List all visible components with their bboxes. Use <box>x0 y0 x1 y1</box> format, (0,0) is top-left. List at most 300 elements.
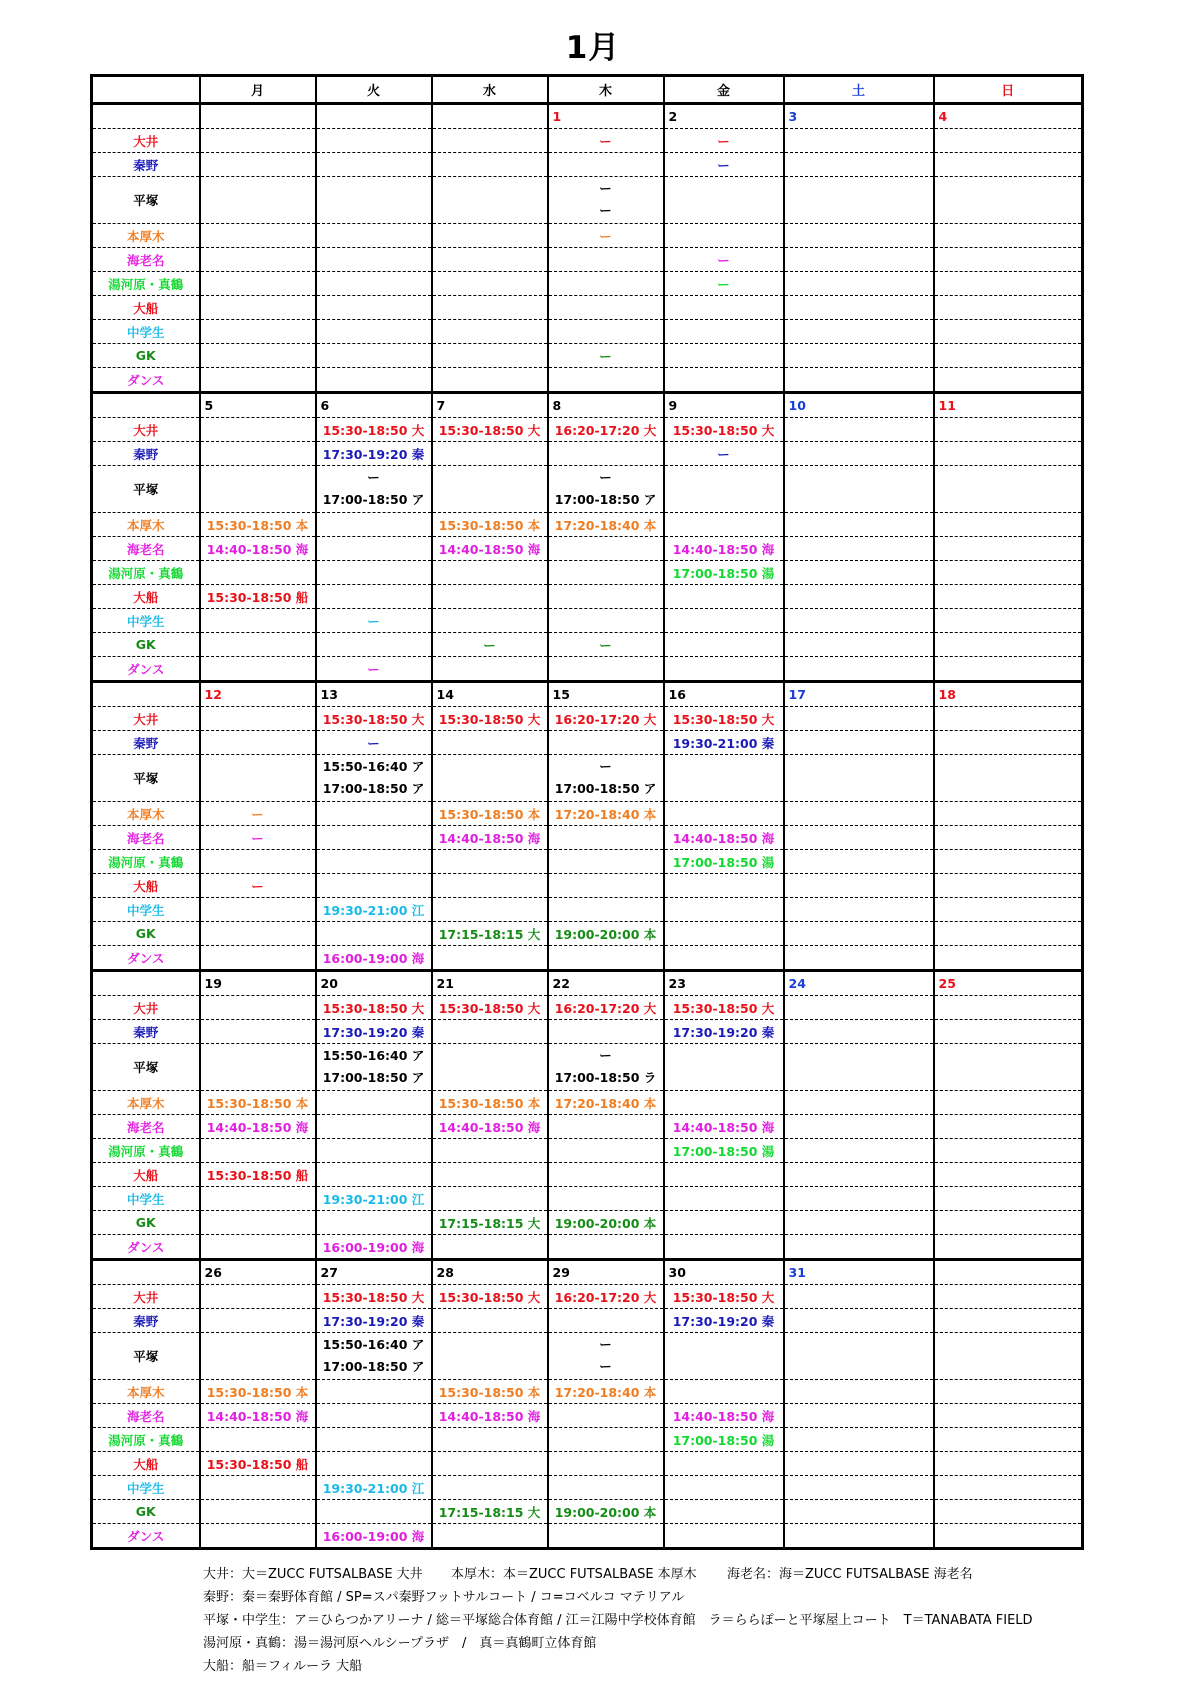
schedule-cell <box>784 224 934 248</box>
date-number: 11 <box>934 393 1083 418</box>
schedule-cell <box>664 874 784 898</box>
row-ofuna <box>92 874 1083 898</box>
schedule-cell <box>784 418 934 442</box>
schedule-cell <box>784 320 934 344</box>
schedule-cell <box>934 1020 1083 1044</box>
schedule-cell: 17:30-19:20 秦 <box>316 1020 432 1044</box>
schedule-cell <box>784 898 934 922</box>
row-label-ebina: 海老名 <box>92 826 200 850</box>
row-hadano <box>92 1020 1083 1044</box>
schedule-cell <box>784 537 934 561</box>
schedule-cell <box>200 368 316 393</box>
schedule-cell <box>934 1404 1083 1428</box>
row-label-chugakusei: 中学生 <box>92 1476 200 1500</box>
row-yugawara <box>92 850 1083 874</box>
schedule-cell <box>316 466 432 513</box>
row-yugawara <box>92 561 1083 585</box>
schedule-cell: 15:30-18:50 大 <box>432 996 548 1020</box>
schedule-cell: 14:40-18:50 海 <box>432 826 548 850</box>
schedule-cell <box>316 1404 432 1428</box>
row-label-oi: 大井 <box>92 129 200 153</box>
schedule-cell <box>432 850 548 874</box>
schedule-cell <box>934 1476 1083 1500</box>
schedule-cell <box>548 466 664 513</box>
schedule-cell <box>548 1115 664 1139</box>
schedule-cell <box>200 1187 316 1211</box>
date-number <box>934 1260 1083 1285</box>
date-number: 1 <box>548 104 664 129</box>
schedule-cell <box>784 802 934 826</box>
schedule-cell <box>548 153 664 177</box>
schedule-cell <box>784 368 934 393</box>
schedule-cell <box>200 922 316 946</box>
row-label-gk: GK <box>92 344 200 368</box>
schedule-cell <box>934 1163 1083 1187</box>
schedule-cell <box>784 1476 934 1500</box>
schedule-cell: ー <box>664 129 784 153</box>
schedule-cell <box>200 898 316 922</box>
date-number: 2 <box>664 104 784 129</box>
date-number: 27 <box>316 1260 432 1285</box>
schedule-cell <box>432 466 548 513</box>
schedule-entry: 15:50-16:40 ア <box>322 1048 425 1063</box>
schedule-cell <box>200 224 316 248</box>
schedule-cell <box>784 946 934 971</box>
schedule-cell <box>432 177 548 224</box>
schedule-cell <box>664 802 784 826</box>
schedule-cell: 14:40-18:50 海 <box>432 1115 548 1139</box>
header-tue: 火 <box>316 76 432 104</box>
schedule-cell: 15:30-18:50 本 <box>432 802 548 826</box>
schedule-cell <box>934 272 1083 296</box>
schedule-cell <box>548 609 664 633</box>
schedule-cell <box>934 946 1083 971</box>
schedule-cell <box>316 874 432 898</box>
schedule-entry: 17:00-18:50 ア <box>322 781 425 796</box>
row-hiratsuka <box>92 755 1083 802</box>
schedule-entry: ー <box>599 181 612 196</box>
row-label-dance: ダンス <box>92 657 200 682</box>
schedule-cell <box>548 1476 664 1500</box>
legend-text: 秦野：秦＝秦野体育館 / SP=スパ秦野フットサルコート / コ=コベルコ マテリアル <box>203 1590 685 1605</box>
row-oi <box>92 418 1083 442</box>
schedule-cell <box>432 898 548 922</box>
schedule-cell <box>432 248 548 272</box>
schedule-cell <box>200 1500 316 1524</box>
row-ebina <box>92 826 1083 850</box>
row-chugakusei <box>92 609 1083 633</box>
schedule-cell <box>784 1524 934 1549</box>
schedule-cell <box>934 248 1083 272</box>
schedule-entry: 15:50-16:40 ア <box>322 1337 425 1352</box>
schedule-cell <box>432 153 548 177</box>
row-label-chugakusei: 中学生 <box>92 1187 200 1211</box>
venue-legend <box>203 1563 1033 1678</box>
schedule-cell <box>784 1285 934 1309</box>
schedule-cell <box>934 585 1083 609</box>
row-label-gk: GK <box>92 1211 200 1235</box>
schedule-entry: ー <box>367 470 380 485</box>
row-hadano <box>92 442 1083 466</box>
legend-line <box>203 1586 1033 1609</box>
schedule-cell: ー <box>548 633 664 657</box>
schedule-cell <box>316 1091 432 1115</box>
schedule-cell <box>316 272 432 296</box>
schedule-cell <box>934 922 1083 946</box>
schedule-cell <box>664 1235 784 1260</box>
date-number: 24 <box>784 971 934 996</box>
schedule-cell <box>200 320 316 344</box>
schedule-cell <box>548 1020 664 1044</box>
schedule-cell <box>934 561 1083 585</box>
row-gk <box>92 1500 1083 1524</box>
row-honatsugi <box>92 1091 1083 1115</box>
schedule-cell <box>200 1211 316 1235</box>
row-label-ebina: 海老名 <box>92 248 200 272</box>
schedule-cell <box>432 1428 548 1452</box>
schedule-cell <box>664 177 784 224</box>
schedule-cell: 14:40-18:50 海 <box>432 1404 548 1428</box>
schedule-cell: 16:20-17:20 大 <box>548 707 664 731</box>
row-label-gk: GK <box>92 922 200 946</box>
schedule-cell <box>548 1139 664 1163</box>
schedule-cell <box>200 633 316 657</box>
schedule-cell <box>784 177 934 224</box>
schedule-cell <box>200 272 316 296</box>
row-label-chugakusei: 中学生 <box>92 320 200 344</box>
legend-text: 平塚・中学生：ア＝ひらつかアリーナ / 総＝平塚総合体育館 / 江＝江陽中学校体育館 ラ＝ららぽーと平塚屋上コート T＝TANABATA FIELD <box>203 1613 1033 1628</box>
schedule-cell <box>934 442 1083 466</box>
row-label-ofuna: 大船 <box>92 296 200 320</box>
schedule-cell: 14:40-18:50 海 <box>200 1404 316 1428</box>
schedule-entry: ー <box>599 1337 612 1352</box>
schedule-cell <box>432 946 548 971</box>
schedule-cell <box>784 1380 934 1404</box>
date-number: 3 <box>784 104 934 129</box>
row-gk <box>92 344 1083 368</box>
row-hiratsuka <box>92 1044 1083 1091</box>
row-label-ebina: 海老名 <box>92 1115 200 1139</box>
schedule-cell <box>316 1163 432 1187</box>
schedule-cell <box>934 153 1083 177</box>
row-ofuna <box>92 1452 1083 1476</box>
schedule-cell: 19:00-20:00 本 <box>548 1500 664 1524</box>
schedule-cell <box>316 129 432 153</box>
schedule-cell: 19:30-21:00 江 <box>316 1476 432 1500</box>
row-dance <box>92 657 1083 682</box>
schedule-cell: 15:30-18:50 船 <box>200 1163 316 1187</box>
schedule-cell: 17:20-18:40 本 <box>548 513 664 537</box>
schedule-cell: ー <box>432 633 548 657</box>
date-number: 6 <box>316 393 432 418</box>
row-label-dance: ダンス <box>92 1524 200 1549</box>
schedule-cell <box>784 1452 934 1476</box>
schedule-cell <box>934 1285 1083 1309</box>
schedule-cell <box>432 1524 548 1549</box>
schedule-cell <box>316 850 432 874</box>
date-row <box>92 104 1083 129</box>
schedule-cell <box>784 1333 934 1380</box>
schedule-cell: ー <box>316 731 432 755</box>
schedule-cell <box>664 585 784 609</box>
schedule-cell: 17:00-18:50 湯 <box>664 561 784 585</box>
schedule-cell <box>664 898 784 922</box>
schedule-cell <box>548 296 664 320</box>
schedule-cell: 14:40-18:50 海 <box>432 537 548 561</box>
row-label-honatsugi: 本厚木 <box>92 1091 200 1115</box>
schedule-cell <box>316 320 432 344</box>
row-label-gk: GK <box>92 633 200 657</box>
header-thu: 木 <box>548 76 664 104</box>
row-label-hiratsuka: 平塚 <box>92 1044 200 1091</box>
schedule-cell <box>664 1091 784 1115</box>
date-row-label <box>92 682 200 707</box>
schedule-cell <box>200 344 316 368</box>
schedule-cell <box>934 731 1083 755</box>
schedule-cell <box>664 1452 784 1476</box>
schedule-cell <box>316 1452 432 1476</box>
schedule-cell <box>200 129 316 153</box>
schedule-cell: 15:30-18:50 船 <box>200 1452 316 1476</box>
schedule-cell: 15:30-18:50 本 <box>200 513 316 537</box>
schedule-cell <box>200 1044 316 1091</box>
schedule-entry: 17:00-18:50 ア <box>322 1070 425 1085</box>
schedule-cell <box>664 1333 784 1380</box>
page-title: 1月 <box>565 30 621 66</box>
schedule-cell: 17:30-19:20 秦 <box>664 1020 784 1044</box>
schedule-cell <box>784 996 934 1020</box>
schedule-entry: 17:00-18:50 ア <box>322 492 425 507</box>
schedule-cell: 15:30-18:50 大 <box>432 1285 548 1309</box>
schedule-cell: 17:00-18:50 湯 <box>664 1428 784 1452</box>
row-label-chugakusei: 中学生 <box>92 609 200 633</box>
schedule-cell <box>934 898 1083 922</box>
schedule-cell <box>784 1163 934 1187</box>
schedule-cell <box>200 466 316 513</box>
schedule-cell: 15:30-18:50 本 <box>432 1091 548 1115</box>
schedule-cell <box>664 513 784 537</box>
schedule-cell <box>934 826 1083 850</box>
row-label-hadano: 秦野 <box>92 442 200 466</box>
schedule-cell <box>432 561 548 585</box>
schedule-cell <box>784 442 934 466</box>
schedule-cell <box>784 272 934 296</box>
row-ebina <box>92 1115 1083 1139</box>
schedule-cell <box>934 466 1083 513</box>
row-label-hiratsuka: 平塚 <box>92 755 200 802</box>
schedule-cell <box>784 633 934 657</box>
schedule-cell <box>664 368 784 393</box>
date-number: 16 <box>664 682 784 707</box>
schedule-cell <box>548 1333 664 1380</box>
schedule-cell <box>200 1285 316 1309</box>
date-number: 18 <box>934 682 1083 707</box>
row-label-dance: ダンス <box>92 946 200 971</box>
schedule-cell <box>200 707 316 731</box>
schedule-cell <box>432 874 548 898</box>
schedule-cell <box>664 609 784 633</box>
schedule-cell <box>934 296 1083 320</box>
date-number: 10 <box>784 393 934 418</box>
date-number: 5 <box>200 393 316 418</box>
date-row-label <box>92 1260 200 1285</box>
schedule-cell <box>548 850 664 874</box>
legend-text: 湯河原・真鶴：湯＝湯河原ヘルシープラザ / 真＝真鶴町立体育館 <box>203 1636 597 1651</box>
schedule-cell <box>548 320 664 344</box>
date-number: 23 <box>664 971 784 996</box>
schedule-cell <box>934 177 1083 224</box>
schedule-cell <box>934 1139 1083 1163</box>
date-number: 4 <box>934 104 1083 129</box>
schedule-cell <box>548 177 664 224</box>
schedule-cell <box>316 344 432 368</box>
schedule-cell <box>664 224 784 248</box>
schedule-cell <box>316 1044 432 1091</box>
schedule-cell <box>316 826 432 850</box>
row-label-ofuna: 大船 <box>92 1163 200 1187</box>
schedule-cell <box>432 344 548 368</box>
schedule-cell <box>548 585 664 609</box>
schedule-entry: ー <box>599 1048 612 1063</box>
row-label-ofuna: 大船 <box>92 1452 200 1476</box>
row-chugakusei <box>92 320 1083 344</box>
schedule-cell <box>784 731 934 755</box>
schedule-cell <box>784 513 934 537</box>
schedule-cell <box>432 1044 548 1091</box>
date-row <box>92 682 1083 707</box>
date-number: 8 <box>548 393 664 418</box>
row-label-hiratsuka: 平塚 <box>92 177 200 224</box>
schedule-cell <box>784 1115 934 1139</box>
schedule-cell <box>548 1309 664 1333</box>
schedule-cell: 15:30-18:50 大 <box>664 707 784 731</box>
schedule-cell <box>934 418 1083 442</box>
schedule-cell <box>432 585 548 609</box>
row-label-oi: 大井 <box>92 996 200 1020</box>
row-ofuna <box>92 296 1083 320</box>
schedule-cell <box>664 1163 784 1187</box>
row-label-dance: ダンス <box>92 368 200 393</box>
schedule-cell: 15:30-18:50 大 <box>316 418 432 442</box>
row-label-hadano: 秦野 <box>92 1020 200 1044</box>
schedule-cell <box>664 1187 784 1211</box>
schedule-cell <box>664 1500 784 1524</box>
schedule-cell <box>548 1044 664 1091</box>
date-number: 17 <box>784 682 934 707</box>
schedule-cell <box>934 1187 1083 1211</box>
schedule-cell <box>316 1333 432 1380</box>
date-number: 25 <box>934 971 1083 996</box>
row-label-yugawara: 湯河原・真鶴 <box>92 850 200 874</box>
schedule-cell <box>664 1380 784 1404</box>
schedule-cell <box>664 296 784 320</box>
schedule-cell <box>548 657 664 682</box>
schedule-cell <box>784 1139 934 1163</box>
schedule-cell <box>432 1452 548 1476</box>
row-label-gk: GK <box>92 1500 200 1524</box>
schedule-cell <box>664 946 784 971</box>
row-label-ofuna: 大船 <box>92 874 200 898</box>
schedule-cell <box>934 707 1083 731</box>
schedule-cell <box>784 129 934 153</box>
schedule-cell <box>934 996 1083 1020</box>
schedule-cell <box>934 609 1083 633</box>
schedule-cell: 19:30-21:00 江 <box>316 898 432 922</box>
schedule-entry: 17:00-18:50 ア <box>322 1359 425 1374</box>
schedule-cell: 19:00-20:00 本 <box>548 1211 664 1235</box>
schedule-cell <box>432 442 548 466</box>
row-oi <box>92 1285 1083 1309</box>
date-number: 19 <box>200 971 316 996</box>
schedule-cell <box>548 1452 664 1476</box>
schedule-cell <box>548 537 664 561</box>
schedule-cell: ー <box>664 442 784 466</box>
schedule-cell <box>432 1476 548 1500</box>
schedule-cell <box>200 1309 316 1333</box>
schedule-table <box>90 74 1084 1550</box>
schedule-cell: 14:40-18:50 海 <box>200 537 316 561</box>
date-number: 9 <box>664 393 784 418</box>
schedule-cell <box>316 922 432 946</box>
schedule-cell: ー <box>664 248 784 272</box>
legend-text: 大船：船＝フィルーラ 大船 <box>203 1659 363 1674</box>
header-wed: 水 <box>432 76 548 104</box>
legend-line <box>203 1632 1033 1655</box>
row-label-yugawara: 湯河原・真鶴 <box>92 272 200 296</box>
date-number: 29 <box>548 1260 664 1285</box>
row-chugakusei <box>92 1187 1083 1211</box>
row-yugawara <box>92 272 1083 296</box>
schedule-cell <box>934 1524 1083 1549</box>
schedule-cell <box>548 898 664 922</box>
schedule-cell <box>664 633 784 657</box>
schedule-cell: ー <box>664 272 784 296</box>
schedule-cell <box>784 1091 934 1115</box>
schedule-cell <box>664 1476 784 1500</box>
schedule-cell <box>432 320 548 344</box>
schedule-cell: 16:00-19:00 海 <box>316 946 432 971</box>
schedule-entry: ー <box>599 759 612 774</box>
row-honatsugi <box>92 513 1083 537</box>
header-corner <box>92 76 200 104</box>
row-label-honatsugi: 本厚木 <box>92 1380 200 1404</box>
schedule-cell <box>784 1309 934 1333</box>
legend-line <box>203 1609 1033 1632</box>
date-number: 31 <box>784 1260 934 1285</box>
schedule-entry: 17:00-18:50 ラ <box>554 1070 657 1085</box>
schedule-cell <box>316 224 432 248</box>
schedule-cell <box>784 1211 934 1235</box>
row-dance <box>92 1235 1083 1260</box>
schedule-cell: ー <box>548 344 664 368</box>
schedule-cell: ー <box>664 153 784 177</box>
schedule-cell: 16:20-17:20 大 <box>548 1285 664 1309</box>
date-number <box>432 104 548 129</box>
schedule-cell <box>432 1235 548 1260</box>
schedule-cell <box>548 874 664 898</box>
schedule-cell: 16:00-19:00 海 <box>316 1524 432 1549</box>
schedule-cell <box>316 513 432 537</box>
schedule-cell <box>432 1309 548 1333</box>
schedule-cell <box>200 1428 316 1452</box>
date-number: 21 <box>432 971 548 996</box>
schedule-cell: 15:30-18:50 大 <box>432 707 548 731</box>
schedule-cell <box>934 1115 1083 1139</box>
row-hadano <box>92 153 1083 177</box>
schedule-cell: ー <box>200 874 316 898</box>
schedule-cell <box>432 609 548 633</box>
row-yugawara <box>92 1139 1083 1163</box>
